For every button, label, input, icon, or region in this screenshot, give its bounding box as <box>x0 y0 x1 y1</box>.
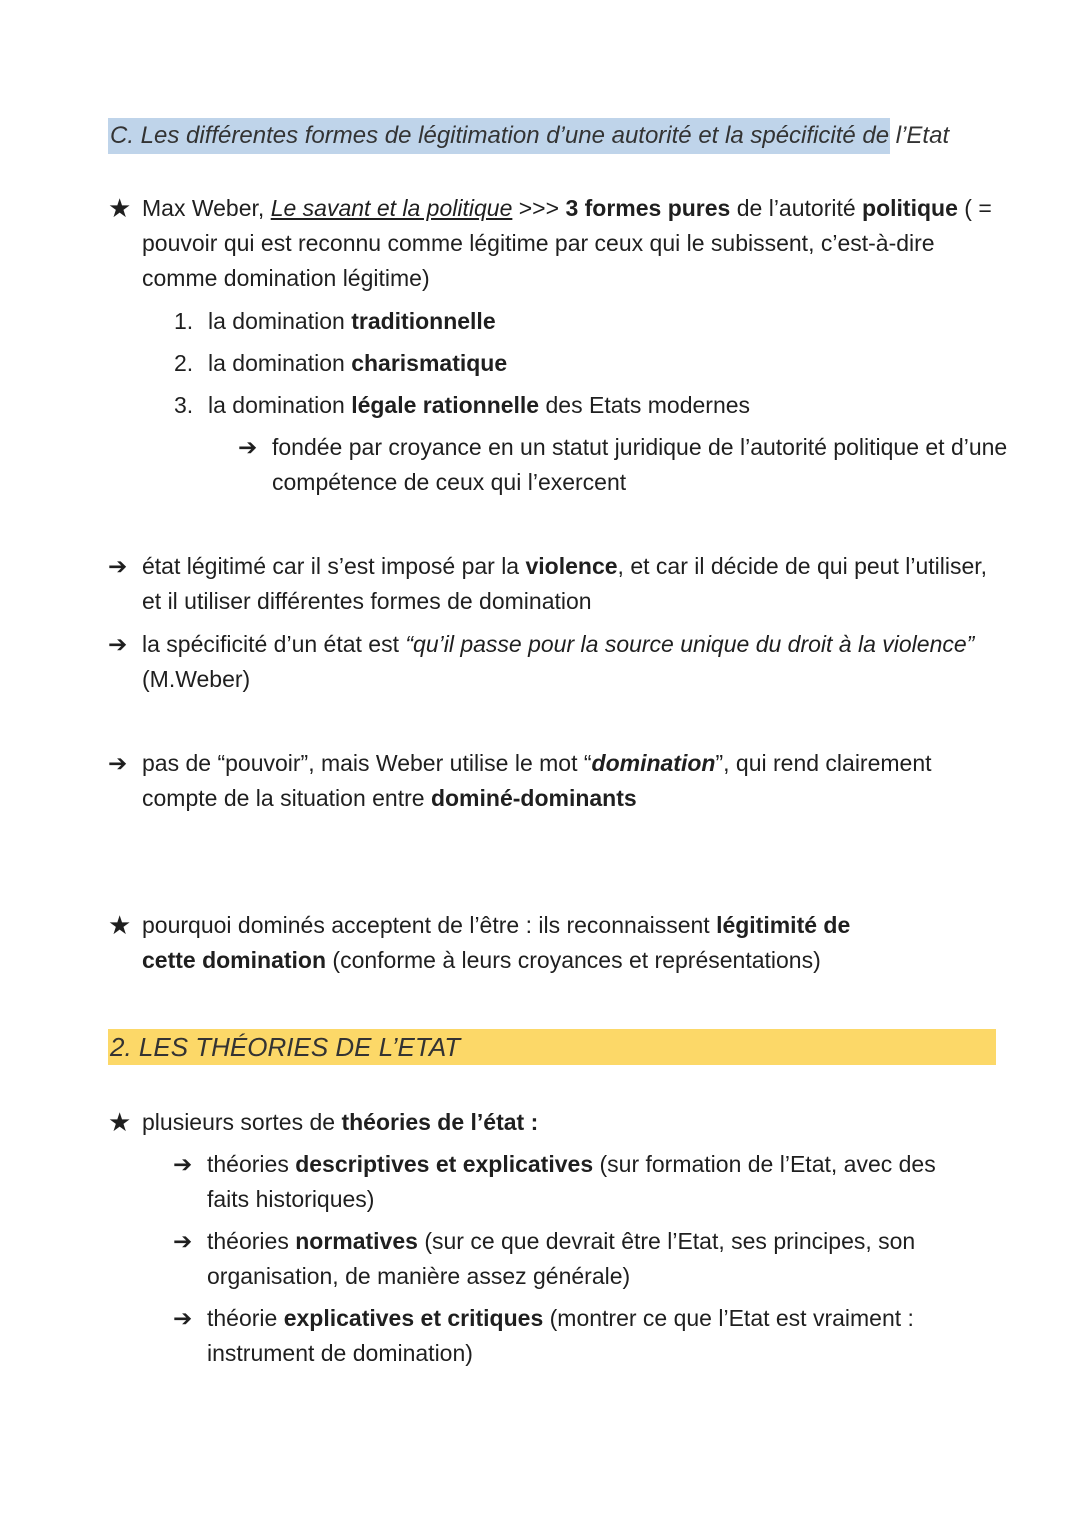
section-c-heading: C. Les différentes formes de légitimation d’une autorité et la spécificité de l’Etat <box>108 118 890 154</box>
arrow-right-icon: ➔ <box>173 1151 193 1177</box>
list-item: 1. la domination traditionnelle <box>174 308 496 334</box>
arrow-paragraph-violence: ➔ état légitimé car il s’est imposé par la violence, et car il décide de qui peut l’utiliser, et il utiliser différentes formes de domination <box>108 549 1008 619</box>
arrow-right-icon: ➔ <box>108 631 128 657</box>
arrow-paragraph-domination: ➔ pas de “pouvoir”, mais Weber utilise le mot “domination”, qui rend clairement compte de la situation entre dominé-dominants <box>108 746 998 816</box>
dominated-paragraph: ★ pourquoi dominés acceptent de l’être : ils reconnaissent légitimité de cette domination (conforme à leurs croyances et représentations) <box>108 910 851 973</box>
theories-paragraph: ★ plusieurs sortes de théories de l’état : <box>108 1105 1008 1140</box>
arrow-right-icon: ➔ <box>173 1305 193 1331</box>
book-title: Le savant et la politique <box>270 195 513 221</box>
star-bullet-icon: ★ <box>108 910 132 940</box>
star-bullet-icon: ★ <box>108 193 132 223</box>
section-2-heading: 2. LES THÉORIES DE L’ETAT <box>108 1029 996 1065</box>
arrow-right-icon: ➔ <box>238 434 258 460</box>
sub-arrow-item: ➔ fondée par croyance en un statut juridique de l’autorité politique et d’une compétence de ceux qui l’exercent <box>238 430 1008 500</box>
theory-item: ➔ théorie explicatives et critiques (montrer ce que l’Etat est vraiment : instrument de domination) <box>173 1301 1013 1371</box>
list-item: 2. la domination charismatique <box>174 350 508 376</box>
theory-item: ➔ théories normatives (sur ce que devrait être l’Etat, ses principes, son organisation, de manière assez générale) <box>173 1224 933 1294</box>
arrow-paragraph-specificity: ➔ la spécificité d’un état est “qu’il passe pour la source unique du droit à la violence” (M.Weber) <box>108 627 988 697</box>
star-bullet-icon: ★ <box>108 1107 132 1137</box>
list-item: 3. la domination légale rationnelle des Etats modernes <box>174 392 751 418</box>
weber-paragraph: ★ Max Weber, Le savant et la politique >>> 3 formes pures de l’autorité politique ( = pouvoir qui est reconnu comme légitime par ceux qui le subissent, c’est-à-dire comme domination légitime) <box>108 193 992 291</box>
theory-item: ➔ théories descriptives et explicatives (sur formation de l’Etat, avec des faits historiques) <box>173 1147 973 1217</box>
arrow-right-icon: ➔ <box>173 1228 193 1254</box>
arrow-right-icon: ➔ <box>108 553 128 579</box>
arrow-right-icon: ➔ <box>108 750 128 776</box>
